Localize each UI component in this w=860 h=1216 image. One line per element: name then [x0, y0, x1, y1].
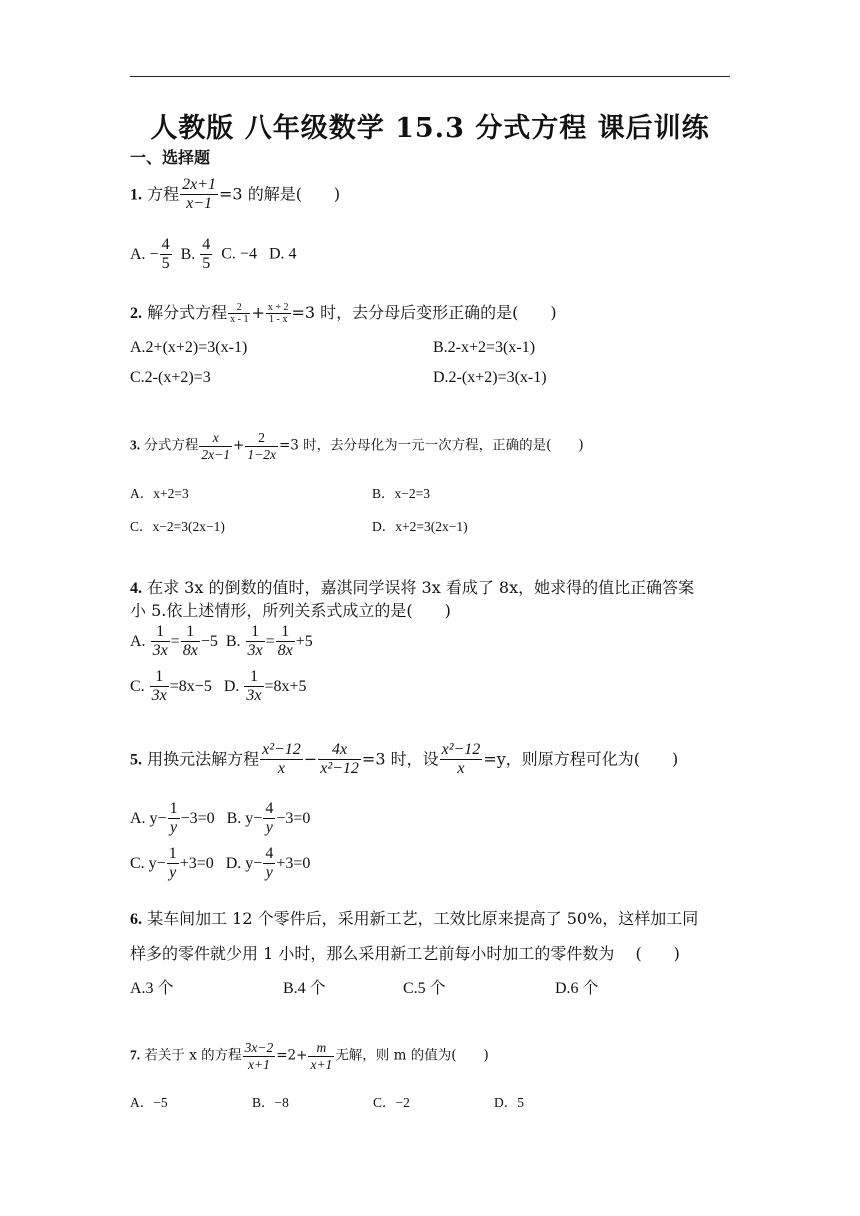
option-a[interactable]: A．−5	[130, 1095, 168, 1110]
question-text: 方程	[147, 184, 180, 204]
question-4	[130, 575, 694, 598]
fraction: $\frac{x + 2}{1 - x}$	[267, 302, 289, 325]
option-b[interactable]: B. y− $\frac{4}{y}$ −3=0	[226, 800, 311, 837]
option-d[interactable]: D．5	[494, 1095, 524, 1110]
question-3: 3. 分式方程 $\frac{x}{2x-1}$ + $\frac{2}{1-2x}$ =3 时，去分母化为一元一次方程，正确的是( )	[130, 430, 584, 462]
fraction: $\frac{2}{x - 1}$	[230, 302, 249, 325]
option-a[interactable]: A.3 个	[130, 980, 174, 997]
option-c[interactable]: C．x−2=3(2x−1)	[130, 519, 225, 534]
option-b[interactable]: B．x−2=3	[372, 486, 430, 501]
question-text: =y，则原方程可化为( )	[483, 749, 679, 769]
option-b[interactable]: B.2-x+2=3(x-1)	[433, 339, 536, 356]
option-d[interactable]: D. 4	[268, 245, 297, 263]
question-number: 4.	[130, 580, 142, 597]
section-heading: 一、选择题	[130, 148, 211, 167]
option-a[interactable]: A. − $\frac{4}{5}$	[130, 236, 170, 273]
question-text: =3 时，设	[361, 749, 439, 769]
option-d[interactable]: D. $\frac{1}{3x}$ =8x+5	[223, 668, 307, 705]
question-text: 用换元法解方程	[147, 749, 260, 769]
fraction: $\frac{2x+1}{x-1}$	[182, 176, 217, 213]
question-text: =3 的解是( )	[219, 184, 341, 204]
question-2: 2. 解分式方程 $\frac{2}{x - 1}$ + $\frac{x + 2}{1 - x}$ =3 时，去分母后变形正确的是( )	[130, 302, 557, 325]
question-4-options-row-2	[130, 668, 307, 706]
question-number: 7.	[130, 1047, 141, 1063]
question-4-options-row-1	[130, 623, 313, 661]
fraction: $\frac{\text{x²−12}}{x}$	[441, 741, 481, 778]
fraction: $\frac{2}{1-2x}$	[247, 430, 276, 462]
question-text: 某车间加工 12 个零件后，采用新工艺，工效比原来提高了 50%，这样加工同	[147, 909, 699, 928]
option-d[interactable]: D.2-(x+2)=3(x-1)	[433, 369, 547, 386]
question-text: 分式方程	[144, 437, 199, 454]
question-number: 3.	[130, 437, 141, 453]
question-7: 7. 若关于 x 的方程 $\frac{3x-2}{x+1}$ =2+ $\frac{m}{x+1}$ 无解，则 m 的值为( )	[130, 1040, 489, 1072]
question-number: 1.	[130, 186, 142, 204]
question-text: =3 时，去分母后变形正确的是( )	[291, 303, 557, 322]
question-5: 5. 用换元法解方程 $\frac{\text{x²−12}}{x}$ − $\frac{4x}{\text{x²−12}}$ =3 时，设 $\frac{\text{x²−12}}{x}$ =y，则原方程可化为( )	[130, 741, 679, 778]
option-d[interactable]: D.6 个	[555, 980, 599, 997]
option-a[interactable]: A. $\frac{1}{3x}$ = $\frac{1}{8x}$ −5	[130, 623, 218, 660]
question-1	[130, 176, 340, 214]
option-b[interactable]: B.4 个	[283, 980, 326, 997]
question-text: 在求 3x 的倒数的值时，嘉淇同学误将 3x 看成了 8x，她求得的值比正确答案	[147, 578, 695, 597]
fraction: $\frac{m}{x+1}$	[310, 1040, 333, 1072]
option-c[interactable]: C.5 个	[403, 980, 446, 997]
page-title: 人教版 八年级数学 15.3 分式方程 课后训练	[150, 113, 710, 144]
option-a[interactable]: A. y− $\frac{1}{y}$ −3=0	[130, 800, 215, 837]
option-b[interactable]: B. $\frac{1}{3x}$ = $\frac{1}{8x}$ +5	[225, 623, 313, 660]
option-a[interactable]: A．x+2=3	[130, 486, 189, 501]
option-b[interactable]: B. $\frac{4}{5}$	[180, 236, 211, 273]
question-text: 解分式方程	[147, 303, 228, 322]
option-b[interactable]: B．−8	[252, 1095, 289, 1110]
question-1-options	[130, 236, 297, 274]
question-text: 若关于 x 的方程	[144, 1047, 242, 1064]
option-c[interactable]: C. y− $\frac{1}{y}$ +3=0	[130, 845, 214, 882]
option-c[interactable]: C. −4	[221, 245, 257, 263]
question-number: 5.	[130, 751, 142, 769]
fraction: $\frac{4x}{\text{x²−12}}$	[320, 741, 359, 778]
option-a[interactable]: A.2+(x+2)=3(x-1)	[130, 339, 248, 356]
fraction: $\frac{x}{2x-1}$	[201, 430, 231, 462]
question-6	[130, 906, 698, 929]
question-5-options-row-2	[130, 845, 310, 883]
question-number: 2.	[130, 305, 142, 322]
question-4-line-2: 小 5.依上述情形，所列关系式成立的是( )	[130, 601, 451, 620]
option-c[interactable]: C．−2	[373, 1095, 410, 1110]
option-d[interactable]: D．x+2=3(2x−1)	[372, 519, 468, 534]
option-d[interactable]: D. y− $\frac{4}{y}$ +3=0	[225, 845, 311, 882]
option-c[interactable]: C. $\frac{1}{3x}$ =8x−5	[130, 668, 212, 705]
fraction: $\frac{\text{x²−12}}{x}$	[262, 741, 301, 778]
question-5-options-row-1	[130, 800, 310, 838]
question-text: 无解，则 m 的值为( )	[335, 1047, 489, 1064]
question-6-line-2: 样多的零件就少用 1 小时，那么采用新工艺前每小时加工的零件数为 ( )	[130, 944, 680, 963]
header-rule	[130, 76, 730, 77]
question-number: 6.	[130, 911, 142, 928]
option-c[interactable]: C.2-(x+2)=3	[130, 369, 211, 386]
question-text: =3 时，去分母化为一元一次方程，正确的是( )	[278, 437, 584, 454]
fraction: $\frac{3x-2}{x+1}$	[244, 1040, 274, 1072]
